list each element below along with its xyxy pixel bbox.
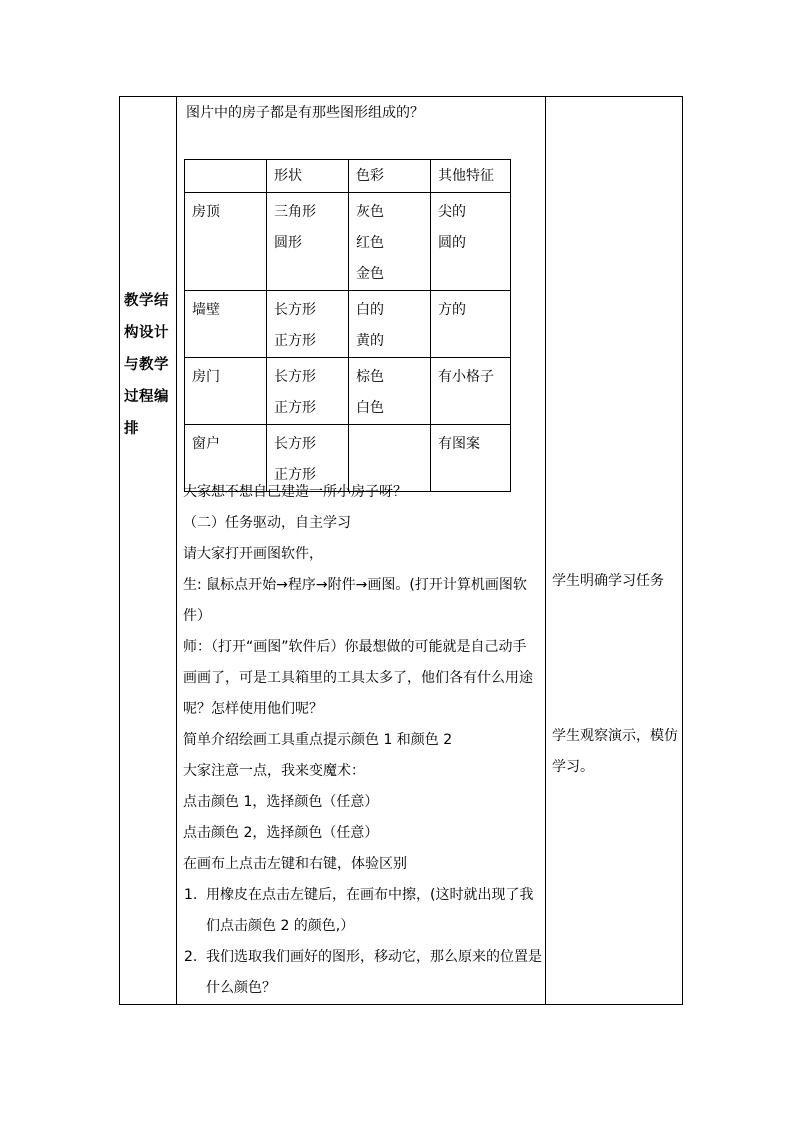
paragraph: 简单介绍绘画工具重点提示颜色 1 和颜色 2 [183, 732, 453, 748]
paragraph: 请大家打开画图软件， [183, 546, 323, 562]
paragraph: 呢？怎样使用他们呢？ [183, 701, 323, 717]
table-header-row [185, 160, 511, 193]
cell-text: 长方形 [274, 436, 316, 452]
intro-question: 图片中的房子都是有那些图形组成的？ [186, 105, 424, 121]
list-item [183, 880, 541, 942]
house-shapes-table [184, 159, 511, 492]
table-cell [185, 358, 267, 425]
table-row [185, 291, 511, 358]
cell-text: 红色 [356, 235, 384, 251]
section-label: 教学结构设计与教学过程编排 [124, 293, 169, 437]
list-item-text: 我们选取我们画好的图形，移动它，那么原来的位置是 [206, 949, 542, 965]
table-cell [185, 291, 267, 358]
table-cell [267, 358, 349, 425]
list-item-text: 用橡皮在点击左键后，在画布中擦，(这时就出现了我 [206, 887, 534, 903]
student-note: 学生明确学习任务 [552, 573, 664, 589]
table-cell [431, 358, 511, 425]
cell-text: 墙壁 [192, 302, 220, 318]
table-header-cell: 色彩 [349, 160, 431, 193]
table-cell [349, 193, 431, 291]
cell-text: 长方形 [274, 369, 316, 385]
table-cell [267, 291, 349, 358]
cell-text: 三角形 [274, 204, 316, 220]
cell-text: 圆的 [438, 235, 466, 251]
section-heading: （二）任务驱动，自主学习 [183, 515, 351, 531]
cell-text: 棕色 [356, 369, 384, 385]
list-item-text: 什么颜色？ [206, 980, 276, 996]
paragraph: 师：（打开“画图”软件后）你最想做的可能就是自己动手 [183, 639, 527, 655]
table-row [185, 193, 511, 291]
list-item [183, 942, 541, 1004]
cell-text: 灰色 [356, 204, 384, 220]
paragraph: 点击颜色 1，选择颜色（任意） [183, 794, 379, 810]
cell-text: 圆形 [274, 235, 302, 251]
list-number: 1. [184, 887, 198, 903]
table-cell [431, 291, 511, 358]
cell-text: 尖的 [438, 204, 466, 220]
content-cell [177, 97, 545, 1004]
table-cell [349, 358, 431, 425]
paragraph: 点击颜色 2，选择颜色（任意） [183, 825, 379, 841]
table-cell [431, 193, 511, 291]
cell-text: 窗户 [192, 436, 220, 452]
table-cell [349, 291, 431, 358]
cell-text: 白的 [356, 302, 384, 318]
paragraph: 在画布上点击左键和右键，体验区别 [183, 856, 407, 872]
cell-text: 正方形 [274, 400, 316, 416]
student-note-line: 学生观察演示，模仿 [552, 728, 678, 744]
cell-text: 金色 [356, 266, 384, 282]
cell-text: 正方形 [274, 467, 316, 483]
table-cell [185, 193, 267, 291]
cell-text: 黄的 [356, 333, 384, 349]
cell-text: 房门 [192, 369, 220, 385]
table-cell [267, 193, 349, 291]
paragraph: 生: 鼠标点开始→程序→附件→画图。(打开计算机画图软 [183, 577, 527, 593]
section-label-cell [120, 97, 177, 1004]
table-row [185, 358, 511, 425]
cell-text: 长方形 [274, 302, 316, 318]
paragraph: 大家注意一点，我来变魔术： [183, 763, 365, 779]
cell-text: 白色 [356, 400, 384, 416]
table-header-cell [185, 160, 267, 193]
cell-text: 方的 [438, 302, 466, 318]
student-note [552, 721, 678, 783]
list-number: 2. [184, 949, 198, 965]
cell-text: 房顶 [192, 204, 220, 220]
paragraph: 大家想不想自己建造一所小房子呀？ [183, 484, 407, 500]
student-note-line: 学习。 [552, 759, 594, 775]
table-header-cell: 形状 [267, 160, 349, 193]
cell-text: 有图案 [438, 436, 480, 452]
lesson-table [119, 96, 683, 1005]
paragraph: 画画了，可是工具箱里的工具太多了，他们各有什么用途 [183, 670, 533, 686]
cell-text: 正方形 [274, 333, 316, 349]
list-item-text: 们点击颜色 2 的颜色,） [206, 918, 355, 934]
cell-text: 有小格子 [438, 369, 494, 385]
paragraph: 件） [183, 608, 211, 624]
table-header-cell: 其他特征 [431, 160, 511, 193]
lesson-body [183, 477, 541, 1004]
student-activity-cell [545, 97, 683, 1004]
